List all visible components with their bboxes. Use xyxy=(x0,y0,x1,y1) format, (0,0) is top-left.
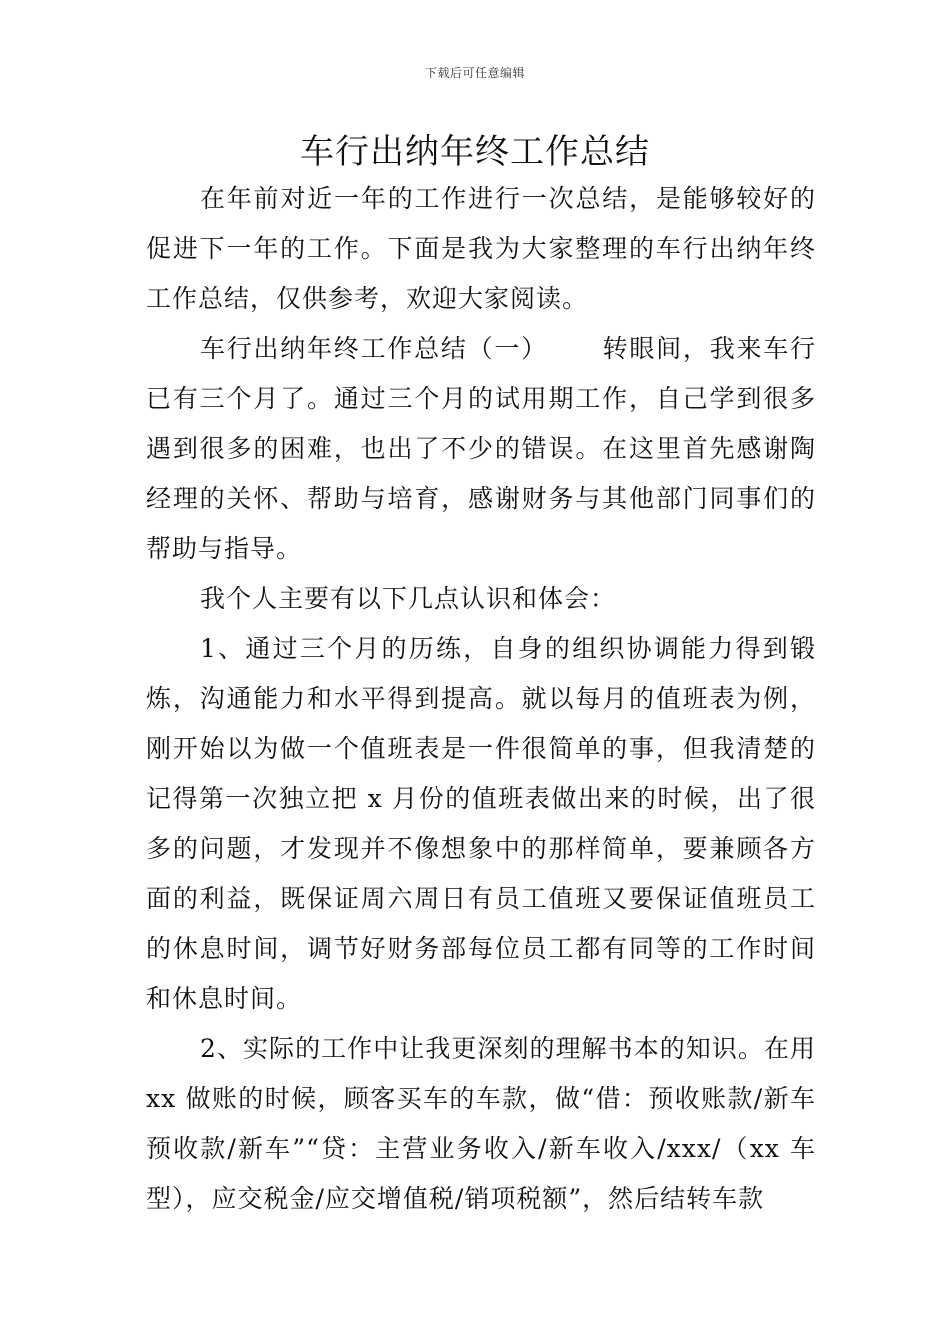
section1-paragraph xyxy=(146,324,816,574)
section1-heading: 车行出纳年终工作总结（一） xyxy=(200,334,548,363)
intro-paragraph: 在年前对近一年的工作进行一次总结，是能够较好的促进下一年的工作。下面是我为大家整理的车行出纳年终工作总结，仅供参考，欢迎大家阅读。 xyxy=(146,184,816,313)
document-title: 车行出纳年终工作总结 xyxy=(300,132,650,172)
header-note: 下载后可任意编辑 xyxy=(424,66,525,80)
document-body xyxy=(146,174,816,1224)
point1-paragraph: 1、通过三个月的历练，自身的组织协调能力得到锻炼，沟通能力和水平得到提高。就以每月的值班表为例，刚开始以为做一个值班表是一件很简单的事，但我清楚的记得第一次独立把 x 月份的值班表做出来的时候，出了很多的问题，才发现并不像想象中的那样简单，要兼顾各方面的利益，既保证周六周日有员工值班又要保证值班员工的休息时间，调节好财务部每位员工都有同等的工作时间和休息时间。 xyxy=(146,634,816,1013)
section1-text: 转眼间，我来车行已有三个月了。通过三个月的试用期工作，自己学到很多遇到很多的困难，也出了不少的错误。在这里首先感谢陶经理的关怀、帮助与培育，感谢财务与其他部门同事们的帮助与指导。 xyxy=(146,334,816,563)
point2-paragraph: 2、实际的工作中让我更深刻的理解书本的知识。在用 xx 做账的时候，顾客买车的车款，做“借：预收账款/新车预收款/新车”“贷：主营业务收入/新车收入/xxx/（xx 车型），应交税金/应交增值税/销项税额”，然后结转车款 xyxy=(146,1034,816,1213)
points-intro-paragraph: 我个人主要有以下几点认识和体会： xyxy=(200,584,617,613)
